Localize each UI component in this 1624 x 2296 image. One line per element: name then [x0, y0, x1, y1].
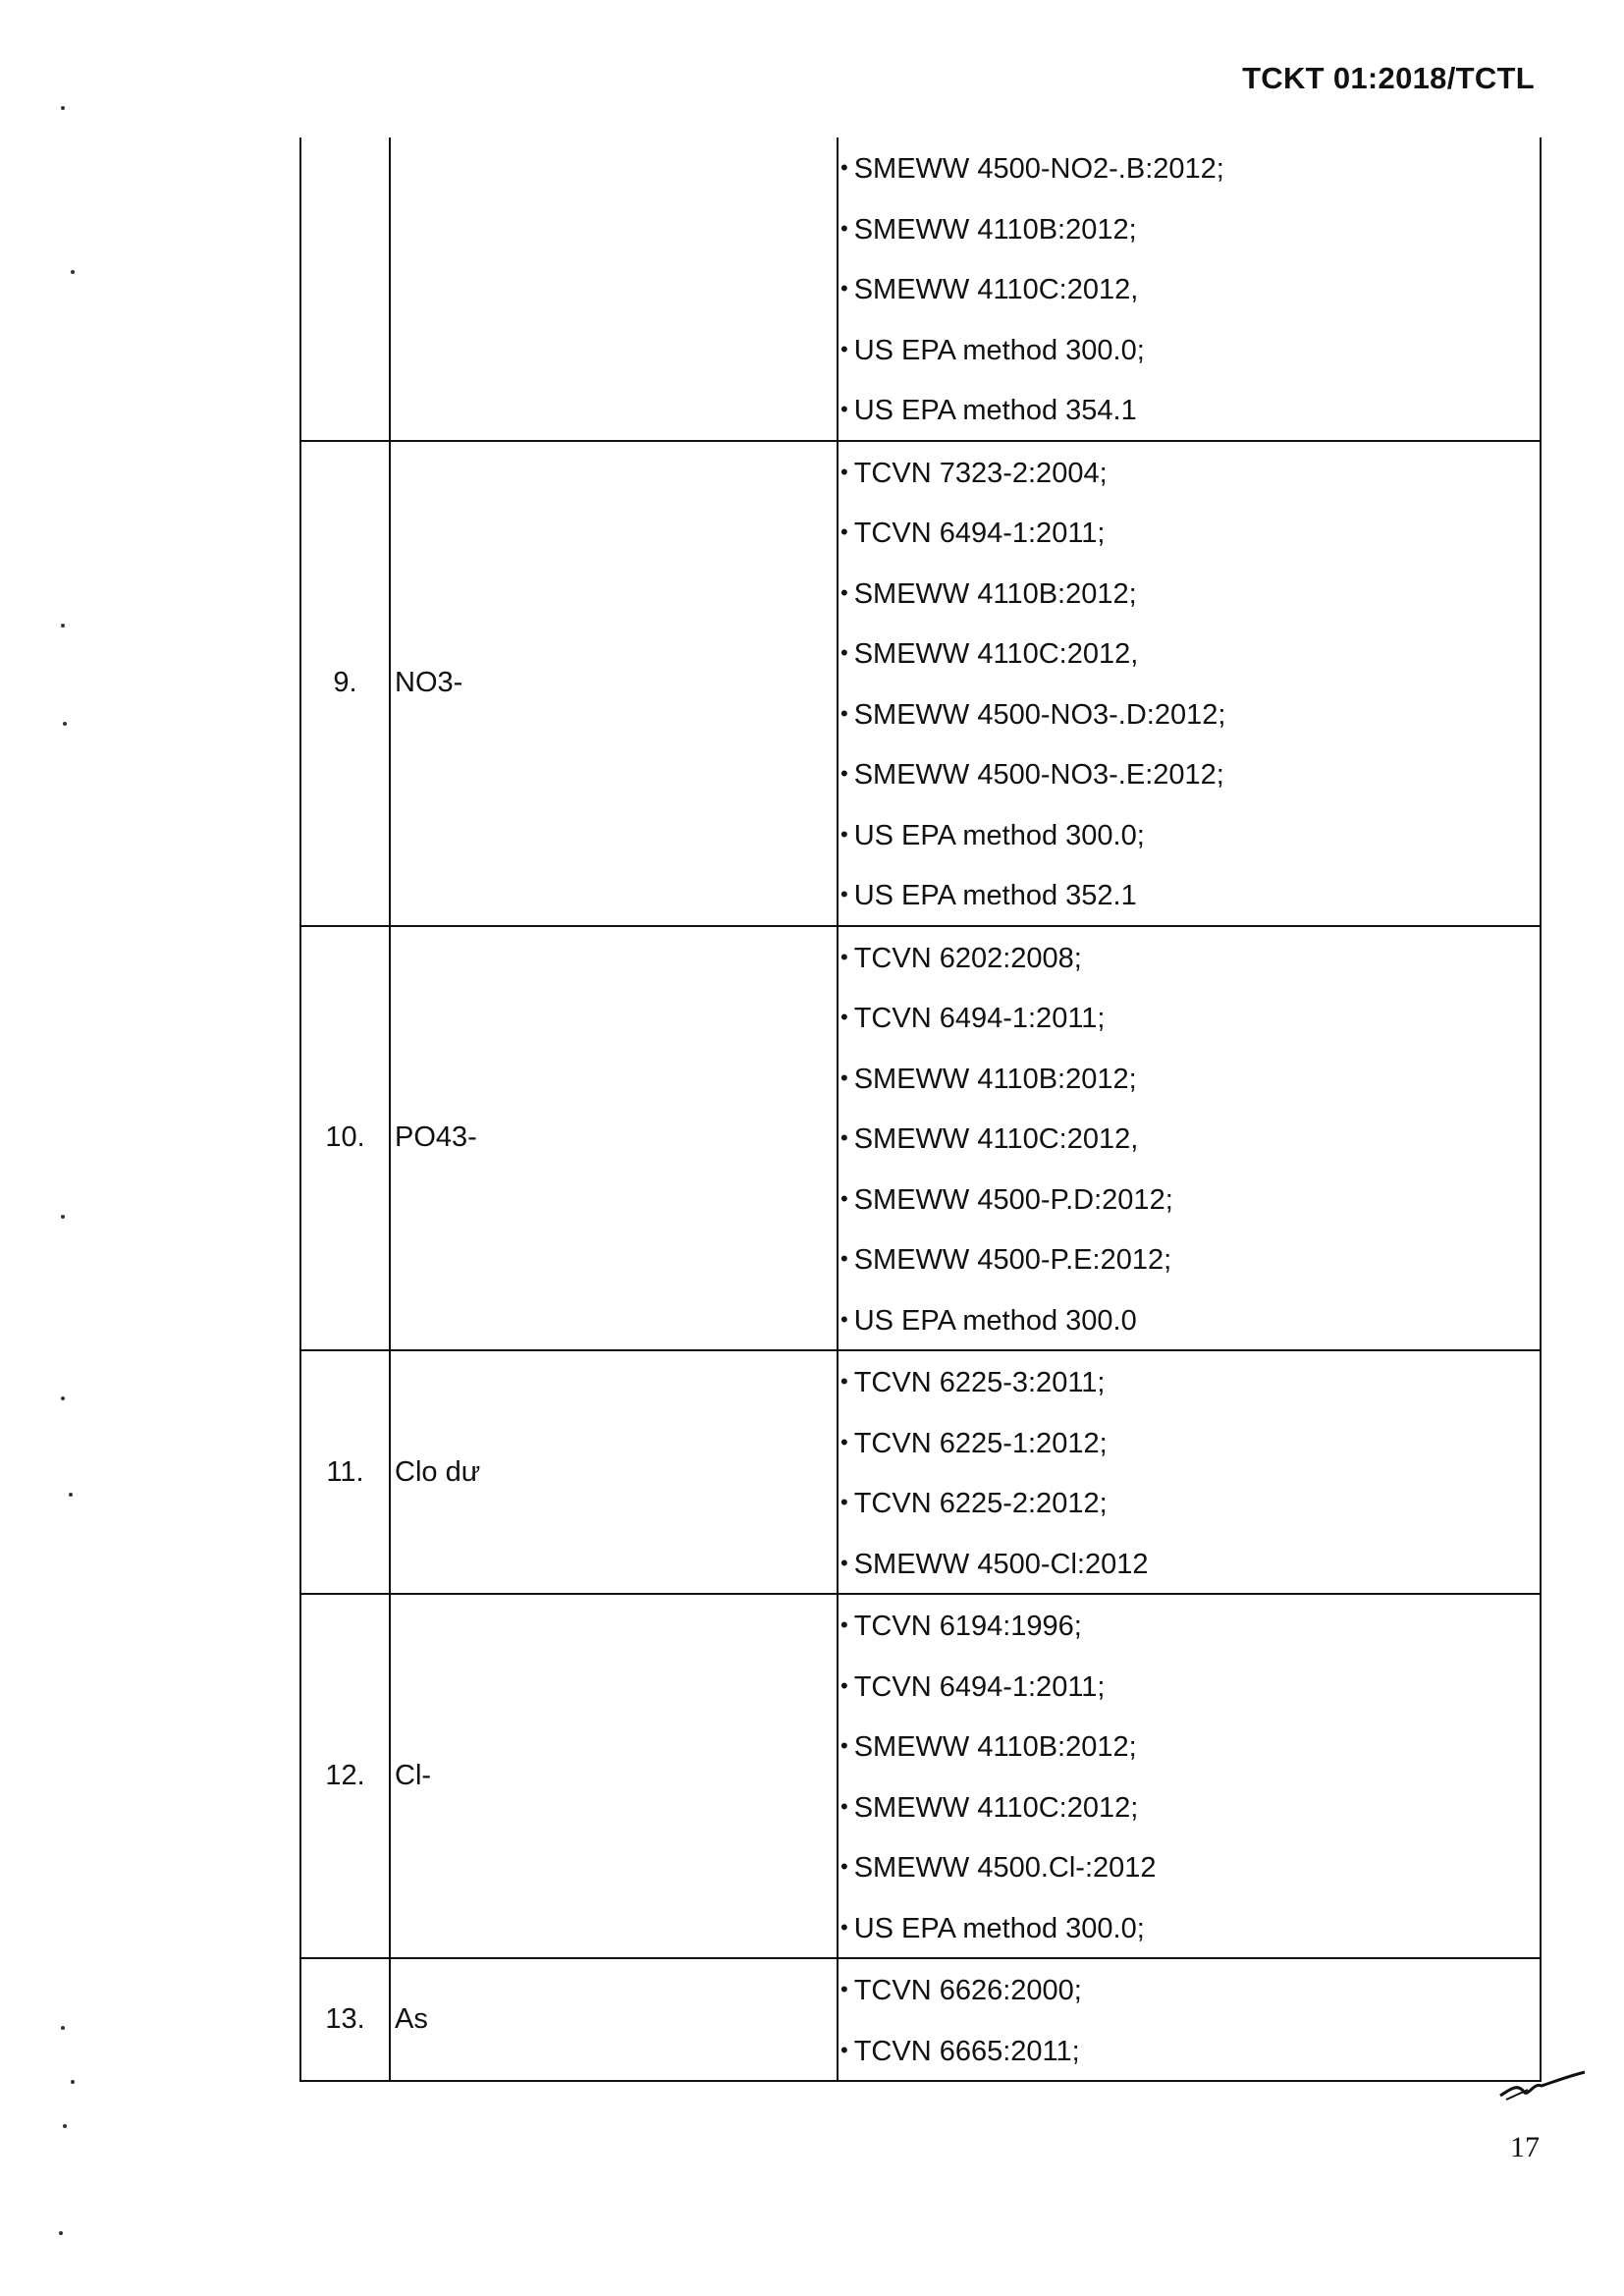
method-text: SMEWW 4110B:2012;	[853, 213, 1137, 246]
scan-speck	[61, 624, 65, 628]
bullet-icon: •	[840, 1672, 848, 1698]
method-text: TCVN 6202:2008;	[853, 942, 1082, 974]
method-text: TCVN 6665:2011;	[853, 2035, 1080, 2067]
method-item	[839, 683, 1540, 744]
bullet-icon: •	[840, 155, 848, 180]
bullet-icon: •	[840, 2037, 848, 2062]
method-item	[839, 1777, 1540, 1837]
table-row	[299, 442, 1542, 927]
method-text: US EPA method 352.1	[853, 880, 1137, 911]
method-item	[839, 1412, 1540, 1473]
bullet-icon: •	[840, 1977, 848, 2001]
method-item	[839, 1169, 1540, 1230]
method-text: US EPA method 300.0;	[853, 819, 1145, 851]
scan-speck	[61, 1396, 65, 1400]
method-text: SMEWW 4500-P.E:2012;	[853, 1244, 1172, 1276]
method-text: SMEWW 4110C:2012,	[853, 1123, 1139, 1155]
method-text: SMEWW 4110B:2012;	[853, 1731, 1137, 1763]
bullet-icon: •	[840, 1733, 848, 1758]
bullet-icon: •	[840, 336, 848, 361]
table-row	[299, 1351, 1542, 1595]
bullet-icon: •	[840, 397, 848, 421]
bullet-icon: •	[840, 1369, 848, 1394]
parameter-name	[391, 137, 839, 440]
bullet-icon: •	[840, 1429, 848, 1454]
bullet-icon: •	[840, 1005, 848, 1029]
row-number: 9.	[299, 442, 391, 925]
method-item	[839, 1836, 1540, 1897]
method-item	[839, 927, 1540, 988]
scan-speck	[61, 2026, 65, 2030]
bullet-icon: •	[840, 1065, 848, 1090]
method-list	[839, 1959, 1542, 2080]
scan-speck	[61, 106, 65, 110]
page-number: 17	[1510, 2131, 1540, 2163]
method-item	[839, 1108, 1540, 1169]
method-item	[839, 442, 1540, 503]
method-text: SMEWW 4500-P.D:2012;	[853, 1183, 1173, 1216]
bullet-icon: •	[840, 1246, 848, 1271]
method-text: US EPA method 354.1	[853, 395, 1137, 426]
method-text: SMEWW 4110B:2012;	[853, 577, 1137, 610]
bullet-icon: •	[840, 579, 848, 605]
method-item	[839, 864, 1540, 925]
method-item	[839, 1533, 1540, 1594]
bullet-icon: •	[840, 215, 848, 241]
bullet-icon: •	[840, 700, 848, 726]
method-text: TCVN 6225-2:2012;	[853, 1488, 1108, 1519]
method-item	[839, 1048, 1540, 1109]
bullet-icon: •	[840, 1550, 848, 1575]
table-row	[299, 927, 1542, 1352]
method-text: SMEWW 4500-NO3-.D:2012;	[853, 698, 1226, 731]
scan-speck	[71, 270, 75, 274]
method-text: SMEWW 4500-NO2-.B:2012;	[853, 153, 1224, 185]
row-number: 10.	[299, 927, 391, 1350]
method-item	[839, 502, 1540, 563]
method-item	[839, 563, 1540, 624]
method-item	[839, 987, 1540, 1048]
method-item	[839, 623, 1540, 683]
parameter-name: PO43-	[391, 927, 839, 1350]
method-text: TCVN 6225-1:2012;	[853, 1427, 1108, 1459]
method-text: SMEWW 4110C:2012,	[853, 638, 1139, 670]
method-list	[839, 1595, 1542, 1957]
bullet-icon: •	[840, 1185, 848, 1211]
row-number: 12.	[299, 1595, 391, 1957]
bullet-icon: •	[840, 944, 848, 969]
method-text: TCVN 6225-3:2011;	[853, 1367, 1106, 1398]
method-text: SMEWW 4500-Cl:2012	[853, 1548, 1149, 1580]
test-methods-table	[299, 137, 1542, 2082]
table-row	[299, 1959, 1542, 2082]
method-item	[839, 743, 1540, 804]
method-list	[839, 442, 1542, 925]
bullet-icon: •	[840, 1490, 848, 1514]
method-item	[839, 198, 1540, 259]
parameter-name: Cl-	[391, 1595, 839, 1957]
document-code-header: TCKT 01:2018/TCTL	[1242, 61, 1535, 95]
method-text: TCVN 6494-1:2011;	[853, 1003, 1106, 1034]
method-text: TCVN 7323-2:2004;	[853, 457, 1108, 489]
parameter-name: As	[391, 1959, 839, 2080]
bullet-icon: •	[840, 761, 848, 786]
method-item	[839, 1351, 1540, 1412]
row-number: 11.	[299, 1351, 391, 1593]
method-text: TCVN 6494-1:2011;	[853, 518, 1106, 549]
bullet-icon: •	[840, 1306, 848, 1332]
method-item	[839, 1656, 1540, 1717]
method-text: US EPA method 300.0;	[853, 334, 1145, 366]
scan-speck	[69, 1493, 73, 1497]
method-text: SMEWW 4500.Cl-:2012	[853, 1852, 1157, 1884]
method-item	[839, 137, 1540, 198]
bullet-icon: •	[840, 519, 848, 544]
method-text: US EPA method 300.0;	[853, 1912, 1145, 1944]
bullet-icon: •	[840, 882, 848, 906]
method-list	[839, 137, 1542, 440]
method-item	[839, 1472, 1540, 1533]
bullet-icon: •	[840, 1125, 848, 1150]
bullet-icon: •	[840, 821, 848, 847]
method-list	[839, 1351, 1542, 1593]
method-text: TCVN 6194:1996;	[853, 1611, 1082, 1642]
method-item	[839, 1289, 1540, 1350]
method-item	[839, 1595, 1540, 1656]
method-text: SMEWW 4110C:2012,	[853, 274, 1139, 305]
scan-speck	[63, 722, 67, 726]
parameter-name: NO3-	[391, 442, 839, 925]
bullet-icon: •	[840, 1793, 848, 1819]
method-item	[839, 319, 1540, 380]
method-text: US EPA method 300.0	[853, 1304, 1137, 1337]
scan-speck	[61, 1215, 65, 1219]
method-item	[839, 1716, 1540, 1777]
signature-mark	[1498, 2066, 1587, 2105]
method-text: TCVN 6494-1:2011;	[853, 1670, 1106, 1703]
scan-speck	[63, 2124, 67, 2128]
scan-speck	[71, 2080, 75, 2084]
method-item	[839, 804, 1540, 865]
row-number: 13.	[299, 1959, 391, 2080]
bullet-icon: •	[840, 1914, 848, 1940]
method-list	[839, 927, 1542, 1350]
bullet-icon: •	[840, 459, 848, 484]
bullet-icon: •	[840, 276, 848, 301]
bullet-icon: •	[840, 1854, 848, 1879]
method-item	[839, 1897, 1540, 1958]
method-item	[839, 258, 1540, 319]
table-row	[299, 1595, 1542, 1959]
table-row	[299, 137, 1542, 442]
parameter-name: Clo dư	[391, 1351, 839, 1593]
method-text: SMEWW 4110B:2012;	[853, 1063, 1137, 1095]
method-text: SMEWW 4500-NO3-.E:2012;	[853, 759, 1224, 791]
bullet-icon: •	[840, 1613, 848, 1637]
method-text: TCVN 6626:2000;	[853, 1975, 1082, 2006]
bullet-icon: •	[840, 640, 848, 665]
method-item	[839, 1229, 1540, 1289]
method-item	[839, 2020, 1540, 2081]
method-item	[839, 1959, 1540, 2020]
method-item	[839, 379, 1540, 440]
method-text: SMEWW 4110C:2012;	[853, 1791, 1139, 1824]
scan-speck	[59, 2231, 63, 2235]
row-number	[299, 137, 391, 440]
